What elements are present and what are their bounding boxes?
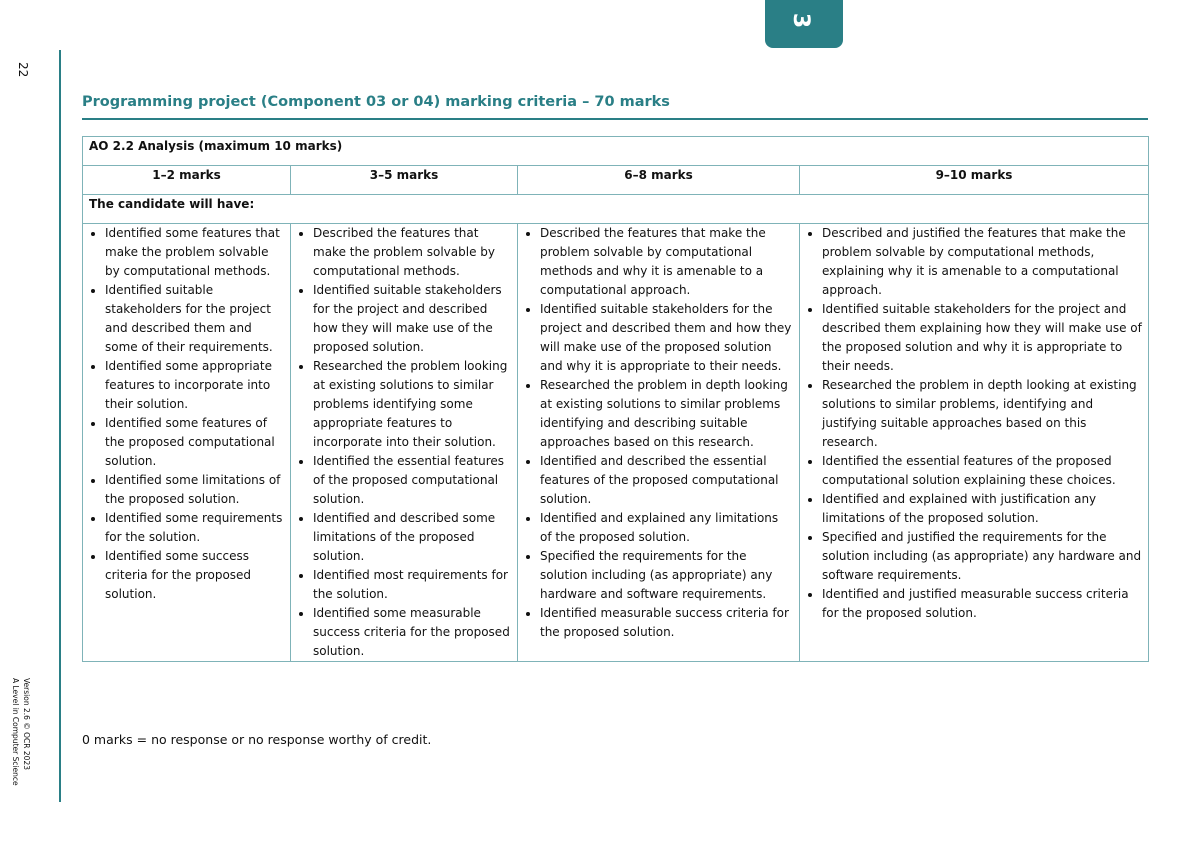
criterion-item: • Identified some success criteria for the proposed solution. [105,547,284,604]
criterion-item: • Identified some appropriate features to incorporate into their solution. [105,357,284,414]
criterion-item: • Described the features that make the problem solvable by computational methods. [313,224,511,281]
criteria-cell [83,224,291,662]
criterion-item: • Described and justified the features that make the problem solvable by computational methods, explaining why it is amenable to a computational approach. [822,224,1142,300]
criterion-item: • Identified some features of the proposed computational solution. [105,414,284,471]
criterion-item: • Researched the problem in depth looking at existing solutions to similar problems identifying and describing suitable approaches based on this research. [540,376,793,452]
criterion-item: • Identified measurable success criteria for the proposed solution. [540,604,793,642]
ao-heading: AO 2.2 Analysis (maximum 10 marks) [83,137,1149,166]
criterion-item: • Identified and described the essential features of the proposed computational solution. [540,452,793,509]
criterion-item: • Identified suitable stakeholders for the project and described them explaining how they will make use of the proposed solution and why it is appropriate to their needs. [822,300,1142,376]
criteria-cell [291,224,518,662]
criterion-item: • Identified the essential features of the proposed computational solution explaining these choices. [822,452,1142,490]
criterion-item: • Identified some features that make the problem solvable by computational methods. [105,224,284,281]
version-line: Version 2.6 © OCR 2023 [22,678,31,770]
column-header: 3–5 marks [291,166,518,195]
criterion-item: • Identified some limitations of the proposed solution. [105,471,284,509]
criterion-item: • Specified the requirements for the solution including (as appropriate) any hardware and software requirements. [540,547,793,604]
criterion-item: • Identified the essential features of the proposed computational solution. [313,452,511,509]
criterion-item: • Described the features that make the problem solvable by computational methods and why it is amenable to a computational approach. [540,224,793,300]
criterion-item: • Identified and explained with justification any limitations of the proposed solution. [822,490,1142,528]
criteria-cell [800,224,1149,662]
footnote: 0 marks = no response or no response worthy of credit. [82,732,432,747]
criteria-cell [518,224,800,662]
page-number: 22 [16,62,30,78]
criterion-item: • Identified suitable stakeholders for the project and described how they will make use of the proposed solution. [313,281,511,357]
criterion-item: • Identified and described some limitations of the proposed solution. [313,509,511,566]
criterion-item: • Identified suitable stakeholders for the project and described them and how they will make use of the proposed solution and why it is appropriate to their needs. [540,300,793,376]
criterion-item: • Researched the problem looking at existing solutions to similar problems identifying some appropriate features to incorporate into their solution. [313,357,511,452]
marking-criteria-table [82,136,1149,662]
criterion-item: • Identified some requirements for the solution. [105,509,284,547]
section-tab [765,0,843,48]
title-divider [82,118,1148,120]
column-header: 9–10 marks [800,166,1149,195]
section-tab-number: 3 [788,12,814,29]
criterion-item: • Identified some measurable success criteria for the proposed solution. [313,604,511,661]
page-title: Programming project (Component 03 or 04) marking criteria – 70 marks [82,94,670,110]
criterion-item: • Researched the problem in depth looking at existing solutions to similar problems, identifying and justifying suitable approaches based on this research. [822,376,1142,452]
criterion-item: • Identified and justified measurable success criteria for the proposed solution. [822,585,1142,623]
qualification-line: A Level in Computer Science [11,678,20,786]
column-header: 6–8 marks [518,166,800,195]
criterion-item: • Specified and justified the requirements for the solution including (as appropriate) any hardware and software requirements. [822,528,1142,585]
side-rule [59,50,61,802]
criterion-item: • Identified most requirements for the solution. [313,566,511,604]
candidate-row: The candidate will have: [83,195,1149,224]
criterion-item: • Identified and explained any limitations of the proposed solution. [540,509,793,547]
column-header: 1–2 marks [83,166,291,195]
criterion-item: • Identified suitable stakeholders for the project and described them and some of their requirements. [105,281,284,357]
version-info [10,678,32,808]
